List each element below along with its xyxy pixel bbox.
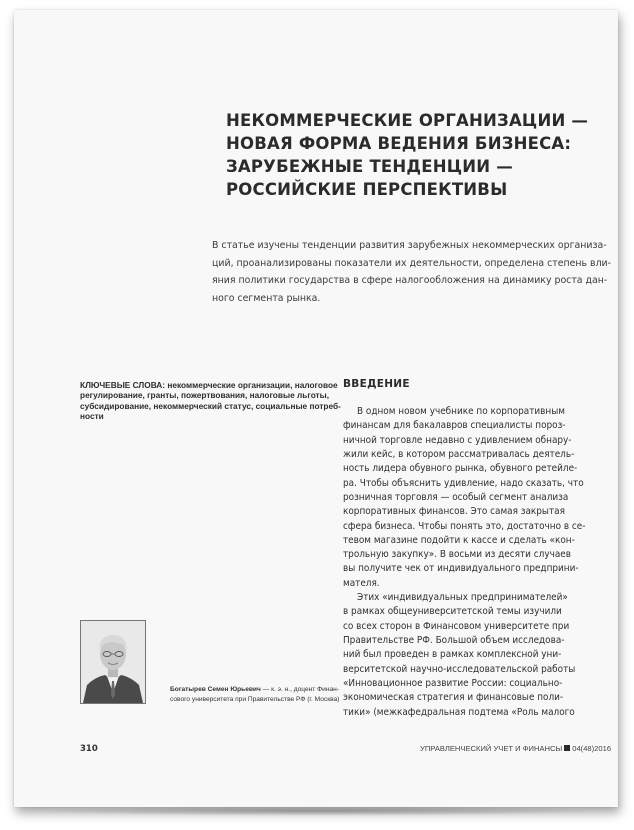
keywords-line: регулирование, гранты, пожертвования, налоговые льготы, [80,390,330,401]
author-line [170,685,340,695]
body-line: финансам для бакалавров специалисты пороз- [343,420,566,432]
author-name: Богатырев Семен Юрьевич [170,686,261,693]
page-shadow [30,806,606,816]
body-line: жили кейс, в котором рассматривалась деятель- [343,448,575,460]
abstract-line: яния политики государства в сфере налогообложения на динамику роста дан- [212,275,608,286]
journal-footer [420,744,611,753]
body-line: верситетской научно-исследовательской работы [343,663,576,675]
body-line: ра. Чтобы объяснить удивление, надо сказать, что [343,477,584,489]
body-line: ний был проведен в рамках комплексной уни- [343,649,562,661]
title-line: НОВАЯ ФОРМА ВЕДЕНИЯ БИЗНЕСА: [226,134,572,153]
journal-name: УПРАВЛЕНЧЕСКИЙ УЧЕТ И ФИНАНСЫ [420,744,563,753]
body-line: в рамках общеуниверситетской темы изучили [343,606,562,618]
article-title [226,109,589,201]
author-affiliation: сового университета при Правительстве РФ (г. Москва) [170,696,340,703]
article-abstract [212,237,612,307]
author-portrait-illustration [81,621,145,703]
section-title-introduction: ВВЕДЕНИЕ [343,378,410,390]
title-line: РОССИЙСКИЕ ПЕРСПЕКТИВЫ [226,180,508,199]
body-line: «Инновационное развитие России: социально- [343,677,563,689]
abstract-line: ного сегмента рынка. [212,292,321,304]
body-line: сфера бизнеса. Чтобы понять это, достаточно в се- [343,520,586,532]
body-line: В одном новом учебнике по корпоративным [357,406,565,417]
title-line: ЗАРУБЕЖНЫЕ ТЕНДЕНЦИИ — [226,157,513,176]
keywords-line: КЛЮЧЕВЫЕ СЛОВА: некоммерческие организации, налоговое [80,380,338,390]
body-line: тевом магазине подойти к кассе и сделать «кон- [343,534,575,546]
body-line: тики» (межкафедральная подтема «Роль малого [343,706,575,718]
body-line: Этих «индивидуальных предпринимателей» [357,592,568,604]
body-line: корпоративных финансов. Это самая закрытая [343,506,565,518]
body-line: вы получите чек от индивидуального предприни- [343,563,579,575]
author-photo [80,620,146,704]
journal-issue: 04(48)2016 [572,744,612,753]
keywords [80,380,341,422]
body-line: трольную закупку». В восьми из десяти случаев [343,549,571,561]
page-number: 310 [80,744,98,754]
abstract-line: ций, проанализированы показатели их деятельности, определена степень вли- [212,257,612,269]
body-line: розничная торговля — особый сегмент анализа [343,491,569,503]
abstract-line: В статье изучены тенденции развития зарубежных некоммерческих организа- [212,240,607,251]
body-line: Правительстве РФ. Большой объем исследова- [343,635,565,646]
body-line: мателя. [343,577,380,589]
keywords-line: ности [80,411,104,422]
keywords-line: субсидирование, некоммерческий статус, социальные потреб- [80,400,341,411]
article-body [343,405,586,720]
body-line: экономическая стратегия и финансовые поли- [343,692,564,704]
body-line: ничной торговле недавно с удивлением обнару- [343,434,572,446]
author-credentials: — к. э. н., доцент Финан- [260,686,340,693]
title-line: НЕКОММЕРЧЕСКИЕ ОРГАНИЗАЦИИ — [226,111,589,130]
author-info [170,685,340,705]
square-separator-icon [564,745,570,751]
body-line: со всех сторон в Финансовом университете при [343,620,570,632]
body-line: ность лидера обувного рынка, обувного ретейле- [343,463,578,475]
